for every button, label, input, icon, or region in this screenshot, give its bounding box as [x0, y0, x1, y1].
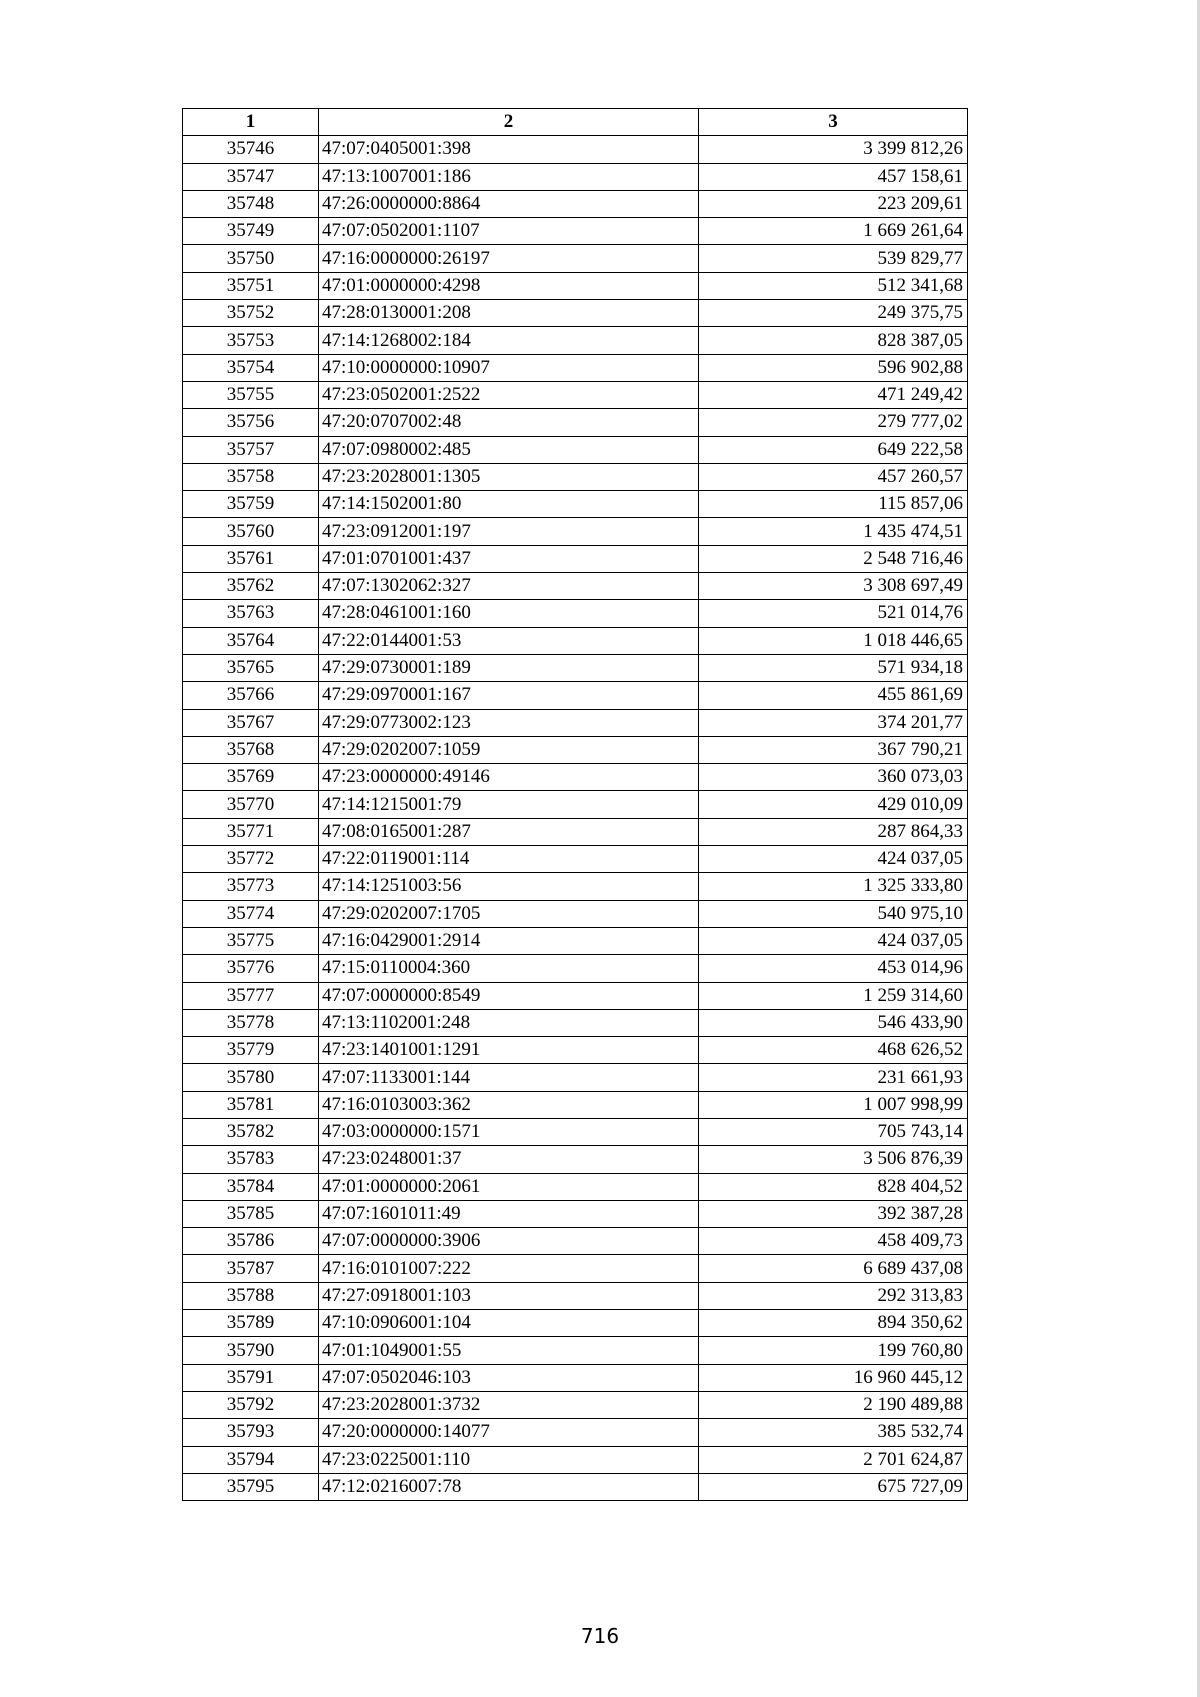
row-number-cell: 35747: [183, 163, 319, 190]
row-number-cell: 35776: [183, 955, 319, 982]
table-row: [183, 354, 968, 381]
cadastral-number-cell: 47:23:0248001:37: [319, 1146, 699, 1173]
cadastral-number-cell: 47:22:0119001:114: [319, 846, 699, 873]
value-cell: 457 260,57: [699, 463, 968, 490]
table-row: [183, 736, 968, 763]
cadastral-number-cell: 47:01:1049001:55: [319, 1337, 699, 1364]
cadastral-number-cell: 47:14:1251003:56: [319, 873, 699, 900]
cadastral-number-cell: 47:07:0000000:8549: [319, 982, 699, 1009]
row-number-cell: 35757: [183, 436, 319, 463]
row-number-cell: 35767: [183, 709, 319, 736]
row-number-cell: 35774: [183, 900, 319, 927]
table-row: [183, 245, 968, 272]
cadastral-number-cell: 47:23:0000000:49146: [319, 764, 699, 791]
data-table: [182, 108, 968, 1501]
value-cell: 429 010,09: [699, 791, 968, 818]
cadastral-number-cell: 47:28:0130001:208: [319, 300, 699, 327]
row-number-cell: 35746: [183, 136, 319, 163]
table-row: [183, 627, 968, 654]
table-row: [183, 463, 968, 490]
cadastral-number-cell: 47:16:0429001:2914: [319, 927, 699, 954]
value-cell: 1 669 261,64: [699, 218, 968, 245]
header-col-3: 3: [699, 109, 968, 136]
cadastral-number-cell: 47:23:1401001:1291: [319, 1037, 699, 1064]
table-row: [183, 1037, 968, 1064]
value-cell: 828 404,52: [699, 1173, 968, 1200]
cadastral-number-cell: 47:23:2028001:1305: [319, 463, 699, 490]
cadastral-number-cell: 47:01:0000000:4298: [319, 272, 699, 299]
cadastral-number-cell: 47:01:0701001:437: [319, 545, 699, 572]
cadastral-number-cell: 47:01:0000000:2061: [319, 1173, 699, 1200]
row-number-cell: 35789: [183, 1310, 319, 1337]
cadastral-number-cell: 47:29:0730001:189: [319, 654, 699, 681]
table-row: [183, 136, 968, 163]
value-cell: 649 222,58: [699, 436, 968, 463]
table-body: [183, 136, 968, 1501]
table-row: [183, 1064, 968, 1091]
cadastral-number-cell: 47:07:1302062:327: [319, 573, 699, 600]
row-number-cell: 35785: [183, 1200, 319, 1227]
table-row: [183, 545, 968, 572]
table-row: [183, 518, 968, 545]
row-number-cell: 35755: [183, 381, 319, 408]
row-number-cell: 35788: [183, 1282, 319, 1309]
cadastral-number-cell: 47:07:0502001:1107: [319, 218, 699, 245]
row-number-cell: 35765: [183, 654, 319, 681]
table-row: [183, 1310, 968, 1337]
row-number-cell: 35772: [183, 846, 319, 873]
row-number-cell: 35792: [183, 1391, 319, 1418]
value-cell: 458 409,73: [699, 1228, 968, 1255]
table-row: [183, 1282, 968, 1309]
cadastral-number-cell: 47:07:0502046:103: [319, 1364, 699, 1391]
value-cell: 223 209,61: [699, 190, 968, 217]
value-cell: 596 902,88: [699, 354, 968, 381]
row-number-cell: 35777: [183, 982, 319, 1009]
value-cell: 1 325 333,80: [699, 873, 968, 900]
table-row: [183, 764, 968, 791]
row-number-cell: 35756: [183, 409, 319, 436]
cadastral-number-cell: 47:12:0216007:78: [319, 1473, 699, 1500]
table-row: [183, 709, 968, 736]
cadastral-number-cell: 47:14:1215001:79: [319, 791, 699, 818]
value-cell: 6 689 437,08: [699, 1255, 968, 1282]
row-number-cell: 35782: [183, 1118, 319, 1145]
row-number-cell: 35751: [183, 272, 319, 299]
value-cell: 115 857,06: [699, 491, 968, 518]
table-row: [183, 190, 968, 217]
value-cell: 3 506 876,39: [699, 1146, 968, 1173]
value-cell: 392 387,28: [699, 1200, 968, 1227]
cadastral-number-cell: 47:29:0773002:123: [319, 709, 699, 736]
table-row: [183, 1091, 968, 1118]
row-number-cell: 35754: [183, 354, 319, 381]
value-cell: 512 341,68: [699, 272, 968, 299]
value-cell: 2 701 624,87: [699, 1446, 968, 1473]
value-cell: 468 626,52: [699, 1037, 968, 1064]
table-row: [183, 1118, 968, 1145]
table-row: [183, 600, 968, 627]
row-number-cell: 35760: [183, 518, 319, 545]
row-number-cell: 35763: [183, 600, 319, 627]
row-number-cell: 35790: [183, 1337, 319, 1364]
row-number-cell: 35787: [183, 1255, 319, 1282]
cadastral-number-cell: 47:14:1502001:80: [319, 491, 699, 518]
value-cell: 360 073,03: [699, 764, 968, 791]
row-number-cell: 35766: [183, 682, 319, 709]
cadastral-number-cell: 47:27:0918001:103: [319, 1282, 699, 1309]
cadastral-number-cell: 47:28:0461001:160: [319, 600, 699, 627]
cadastral-number-cell: 47:07:1601011:49: [319, 1200, 699, 1227]
row-number-cell: 35770: [183, 791, 319, 818]
page-number: 716: [580, 1624, 620, 1648]
cadastral-number-cell: 47:13:1007001:186: [319, 163, 699, 190]
table-row: [183, 1391, 968, 1418]
row-number-cell: 35753: [183, 327, 319, 354]
table-row: [183, 1173, 968, 1200]
table-row: [183, 927, 968, 954]
row-number-cell: 35786: [183, 1228, 319, 1255]
value-cell: 3 399 812,26: [699, 136, 968, 163]
table-row: [183, 1200, 968, 1227]
table-row: [183, 1146, 968, 1173]
cadastral-number-cell: 47:16:0101007:222: [319, 1255, 699, 1282]
table-row: [183, 573, 968, 600]
row-number-cell: 35771: [183, 818, 319, 845]
cadastral-number-cell: 47:20:0707002:48: [319, 409, 699, 436]
cadastral-number-cell: 47:08:0165001:287: [319, 818, 699, 845]
table-row: [183, 682, 968, 709]
value-cell: 675 727,09: [699, 1473, 968, 1500]
value-cell: 287 864,33: [699, 818, 968, 845]
cadastral-number-cell: 47:29:0970001:167: [319, 682, 699, 709]
value-cell: 1 435 474,51: [699, 518, 968, 545]
table-row: [183, 654, 968, 681]
table-row: [183, 1228, 968, 1255]
table-row: [183, 381, 968, 408]
value-cell: 521 014,76: [699, 600, 968, 627]
table-row: [183, 409, 968, 436]
cadastral-number-cell: 47:10:0906001:104: [319, 1310, 699, 1337]
row-number-cell: 35750: [183, 245, 319, 272]
row-number-cell: 35791: [183, 1364, 319, 1391]
value-cell: 424 037,05: [699, 927, 968, 954]
row-number-cell: 35748: [183, 190, 319, 217]
row-number-cell: 35761: [183, 545, 319, 572]
row-number-cell: 35768: [183, 736, 319, 763]
value-cell: 546 433,90: [699, 1009, 968, 1036]
table-row: [183, 1255, 968, 1282]
table-row: [183, 272, 968, 299]
value-cell: 453 014,96: [699, 955, 968, 982]
value-cell: 1 007 998,99: [699, 1091, 968, 1118]
value-cell: 894 350,62: [699, 1310, 968, 1337]
value-cell: 539 829,77: [699, 245, 968, 272]
value-cell: 1 259 314,60: [699, 982, 968, 1009]
value-cell: 471 249,42: [699, 381, 968, 408]
cadastral-number-cell: 47:23:0225001:110: [319, 1446, 699, 1473]
header-col-1: 1: [183, 109, 319, 136]
value-cell: 2 190 489,88: [699, 1391, 968, 1418]
table-row: [183, 818, 968, 845]
table-row: [183, 300, 968, 327]
value-cell: 1 018 446,65: [699, 627, 968, 654]
value-cell: 455 861,69: [699, 682, 968, 709]
row-number-cell: 35773: [183, 873, 319, 900]
table-row: [183, 982, 968, 1009]
cadastral-number-cell: 47:23:0502001:2522: [319, 381, 699, 408]
table-row: [183, 846, 968, 873]
row-number-cell: 35781: [183, 1091, 319, 1118]
value-cell: 540 975,10: [699, 900, 968, 927]
cadastral-number-cell: 47:26:0000000:8864: [319, 190, 699, 217]
cadastral-number-cell: 47:23:0912001:197: [319, 518, 699, 545]
value-cell: 457 158,61: [699, 163, 968, 190]
value-cell: 705 743,14: [699, 1118, 968, 1145]
cadastral-number-cell: 47:14:1268002:184: [319, 327, 699, 354]
value-cell: 279 777,02: [699, 409, 968, 436]
row-number-cell: 35793: [183, 1419, 319, 1446]
value-cell: 367 790,21: [699, 736, 968, 763]
cadastral-number-cell: 47:15:0110004:360: [319, 955, 699, 982]
cadastral-number-cell: 47:07:0980002:485: [319, 436, 699, 463]
row-number-cell: 35784: [183, 1173, 319, 1200]
cadastral-number-cell: 47:10:0000000:10907: [319, 354, 699, 381]
value-cell: 3 308 697,49: [699, 573, 968, 600]
row-number-cell: 35759: [183, 491, 319, 518]
value-cell: 424 037,05: [699, 846, 968, 873]
row-number-cell: 35762: [183, 573, 319, 600]
cadastral-number-cell: 47:07:1133001:144: [319, 1064, 699, 1091]
value-cell: 231 661,93: [699, 1064, 968, 1091]
row-number-cell: 35752: [183, 300, 319, 327]
table-row: [183, 873, 968, 900]
cadastral-number-cell: 47:07:0000000:3906: [319, 1228, 699, 1255]
row-number-cell: 35749: [183, 218, 319, 245]
row-number-cell: 35778: [183, 1009, 319, 1036]
cadastral-number-cell: 47:22:0144001:53: [319, 627, 699, 654]
table-row: [183, 1337, 968, 1364]
cadastral-number-cell: 47:16:0103003:362: [319, 1091, 699, 1118]
value-cell: 828 387,05: [699, 327, 968, 354]
row-number-cell: 35769: [183, 764, 319, 791]
table-row: [183, 491, 968, 518]
cadastral-number-cell: 47:23:2028001:3732: [319, 1391, 699, 1418]
cadastral-number-cell: 47:13:1102001:248: [319, 1009, 699, 1036]
row-number-cell: 35779: [183, 1037, 319, 1064]
cadastral-number-cell: 47:03:0000000:1571: [319, 1118, 699, 1145]
cadastral-number-cell: 47:20:0000000:14077: [319, 1419, 699, 1446]
value-cell: 2 548 716,46: [699, 545, 968, 572]
table-row: [183, 1473, 968, 1500]
value-cell: 385 532,74: [699, 1419, 968, 1446]
value-cell: 292 313,83: [699, 1282, 968, 1309]
table-row: [183, 1419, 968, 1446]
row-number-cell: 35780: [183, 1064, 319, 1091]
table-header-row: [183, 109, 968, 136]
header-col-2: 2: [319, 109, 699, 136]
table-row: [183, 436, 968, 463]
table-row: [183, 791, 968, 818]
table-row: [183, 327, 968, 354]
value-cell: 249 375,75: [699, 300, 968, 327]
table-row: [183, 1364, 968, 1391]
table-row: [183, 1009, 968, 1036]
cadastral-number-cell: 47:16:0000000:26197: [319, 245, 699, 272]
row-number-cell: 35794: [183, 1446, 319, 1473]
table-row: [183, 218, 968, 245]
row-number-cell: 35795: [183, 1473, 319, 1500]
cadastral-number-cell: 47:07:0405001:398: [319, 136, 699, 163]
value-cell: 16 960 445,12: [699, 1364, 968, 1391]
cadastral-number-cell: 47:29:0202007:1059: [319, 736, 699, 763]
table-row: [183, 1446, 968, 1473]
row-number-cell: 35764: [183, 627, 319, 654]
table-row: [183, 900, 968, 927]
row-number-cell: 35775: [183, 927, 319, 954]
row-number-cell: 35783: [183, 1146, 319, 1173]
value-cell: 374 201,77: [699, 709, 968, 736]
cadastral-number-cell: 47:29:0202007:1705: [319, 900, 699, 927]
value-cell: 571 934,18: [699, 654, 968, 681]
value-cell: 199 760,80: [699, 1337, 968, 1364]
row-number-cell: 35758: [183, 463, 319, 490]
table-row: [183, 955, 968, 982]
table-row: [183, 163, 968, 190]
